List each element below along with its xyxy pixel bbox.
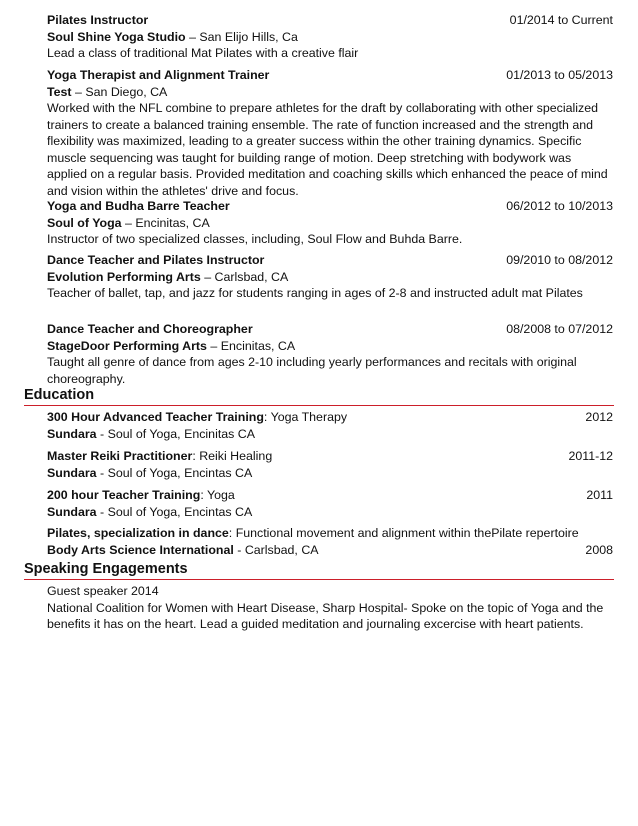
job-employer: Evolution Performing Arts: [47, 269, 201, 284]
job-location: Encinitas, CA: [135, 215, 210, 230]
job-description: Lead a class of traditional Mat Pilates with a creative flair: [47, 46, 359, 60]
job-entry: [47, 67, 613, 199]
education-sep: -: [96, 427, 108, 441]
job-location-sep: –: [189, 29, 200, 44]
job-title: Pilates Instructor: [47, 13, 149, 27]
education-school: Sundara: [47, 427, 97, 441]
job-description: Taught all genre of dance from ages 2-10 including yearly performances and recitals with original choreography.: [47, 355, 577, 386]
education-school: Sundara: [47, 505, 97, 519]
job-title: Dance Teacher and Pilates Instructor: [47, 253, 265, 267]
job-entry: [47, 12, 613, 62]
job-entry: [47, 321, 613, 387]
education-place: Carlsbad, CA: [244, 543, 319, 557]
education-sep: -: [96, 505, 108, 519]
education-degree: Pilates, specialization in dance: [47, 526, 229, 540]
education-school: Body Arts Science International: [47, 543, 234, 557]
job-date: 01/2013 to 05/2013: [506, 68, 613, 82]
section-divider: [24, 579, 614, 580]
education-entry: [47, 409, 613, 443]
job-employer: Test: [47, 84, 72, 99]
job-employer: Soul Shine Yoga Studio: [47, 29, 186, 44]
job-description: Teacher of ballet, tap, and jazz for students ranging in ages of 2-8 and instructed adult mat Pilates: [47, 286, 583, 300]
job-description: Instructor of two specialized classes, including, Soul Flow and Buhda Barre.: [47, 232, 463, 246]
education-sep: -: [233, 543, 245, 557]
job-location-sep: –: [125, 215, 136, 230]
education-field: Reiki Healing: [199, 449, 273, 463]
section-heading-speaking: Speaking Engagements: [24, 561, 188, 577]
job-entry: [47, 252, 613, 302]
job-location: San Diego, CA: [85, 84, 168, 99]
job-employer: StageDoor Performing Arts: [47, 338, 207, 353]
job-location-sep: –: [210, 338, 221, 353]
education-degree: Master Reiki Practitioner: [47, 449, 193, 463]
speaking-line: Guest speaker 2014: [47, 584, 159, 598]
education-field: Functional movement and alignment within thePilate repertoire: [235, 526, 579, 540]
education-degree: 300 Hour Advanced Teacher Training: [47, 410, 264, 424]
education-year: 2012: [585, 410, 613, 424]
education-entry: [47, 448, 613, 482]
education-colon: :: [263, 410, 271, 424]
job-date: 09/2010 to 08/2012: [506, 253, 613, 267]
education-place: Soul of Yoga, Encintas CA: [107, 505, 253, 519]
job-location-sep: –: [204, 269, 215, 284]
education-year: 2008: [585, 543, 613, 557]
education-colon: :: [200, 488, 207, 502]
education-school: Sundara: [47, 466, 97, 480]
education-degree: 200 hour Teacher Training: [47, 488, 201, 502]
speaking-description: National Coalition for Women with Heart Disease, Sharp Hospital- Spoke on the topic of Yoga and the benefits it has on the heart. Lead a guided meditation and journaling excercise with heart patients.: [47, 600, 604, 631]
education-field: Yoga Therapy: [270, 410, 348, 424]
job-employer: Soul of Yoga: [47, 215, 122, 230]
education-entry: [47, 525, 613, 559]
education-entry: [47, 487, 613, 521]
education-colon: :: [192, 449, 200, 463]
education-place: Soul of Yoga, Encinitas CA: [107, 427, 256, 441]
job-date: 08/2008 to 07/2012: [506, 322, 613, 336]
job-location-sep: –: [75, 84, 86, 99]
education-year: 2011-12: [568, 449, 613, 463]
education-field: Yoga: [207, 488, 235, 502]
job-title: Yoga and Budha Barre Teacher: [47, 199, 230, 213]
job-date: 01/2014 to Current: [509, 13, 613, 27]
job-entry: [47, 198, 613, 248]
speaking-entry: [47, 583, 613, 633]
job-title: Dance Teacher and Choreographer: [47, 322, 253, 336]
job-title: Yoga Therapist and Alignment Trainer: [47, 68, 270, 82]
education-place: Soul of Yoga, Encintas CA: [107, 466, 253, 480]
job-location: San Elijo Hills, Ca: [199, 29, 298, 44]
job-description: Worked with the NFL combine to prepare athletes for the draft by collaborating with other specialized trainers to create a balanced training ensemble. The rate of function increased and the strength and flexibility was maximized, leading to a greater success within the other training dynamics. Specific muscle sequencing was taught for building range of motion. Deep stretching with bodywork was applied on a regular basis. Provided meditation and coaching skills which enhanced the peace of mind and vision within the athletes' drive and focus.: [47, 101, 608, 198]
section-heading-education: Education: [24, 387, 95, 403]
job-location: Encinitas, CA: [220, 338, 296, 353]
education-year: 2011: [586, 488, 613, 502]
job-location: Carlsbad, CA: [214, 269, 289, 284]
section-divider: [24, 405, 614, 406]
education-sep: -: [96, 466, 108, 480]
job-date: 06/2012 to 10/2013: [506, 199, 613, 213]
education-colon: :: [228, 526, 236, 540]
